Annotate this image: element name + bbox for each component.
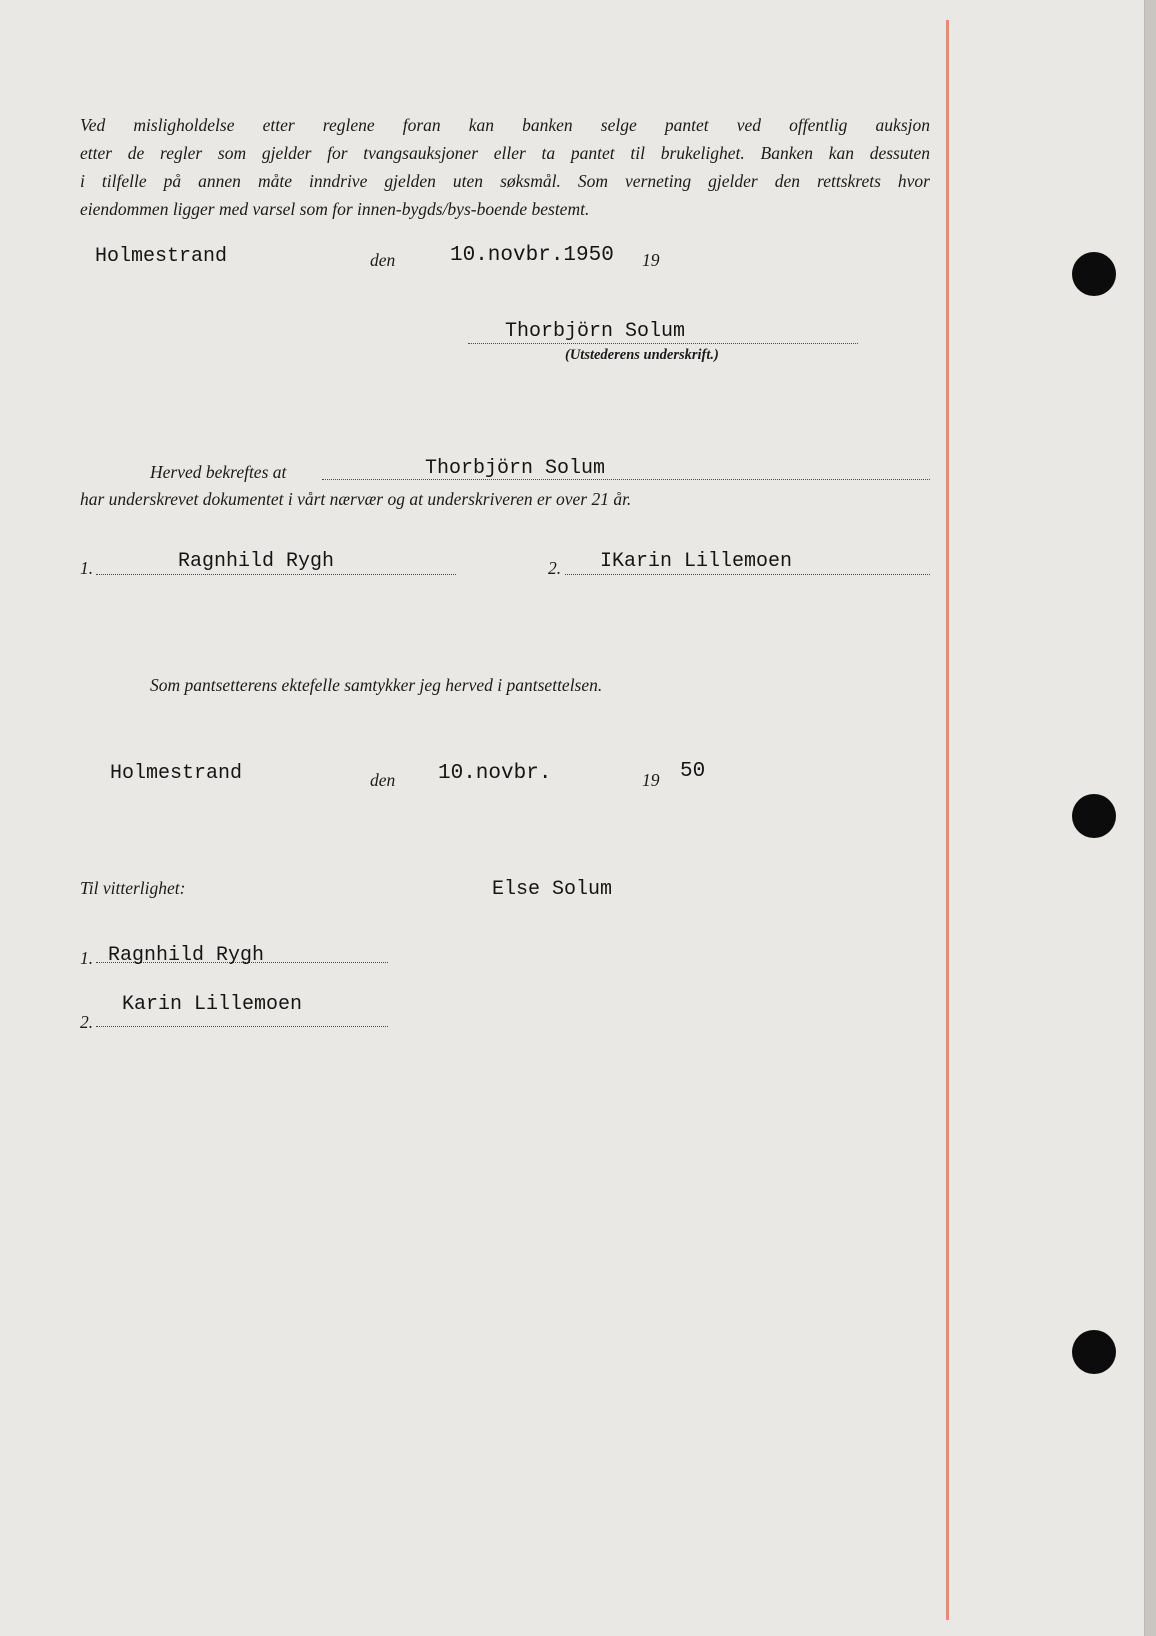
issuer-place: Holmestrand [95, 245, 228, 268]
terms-line: etter de regler som gjelder for tvangsauksjoner eller ta pantet til brukelighet. Banken kan dessuten [80, 143, 930, 163]
spouse-place: Holmestrand [110, 762, 243, 785]
confirmation-dotted-line [322, 479, 930, 480]
terms-line: eiendommen ligger med varsel som for innen-bygds/bys-boende bestemt. [80, 199, 590, 219]
signature-dotted-line [468, 343, 858, 344]
spouse-witness-number-1: 1. [80, 948, 94, 968]
spouse-year-prefix: 19 [642, 770, 660, 790]
spouse-witness-dotted-line-2 [96, 1026, 388, 1027]
confirmation-label: Herved bekreftes at [150, 462, 287, 482]
punch-hole-top [1072, 252, 1116, 296]
confirmation-text: har underskrevet dokumentet i vårt nærvær og at underskriveren er over 21 år. [80, 489, 632, 509]
witness-number-1: 1. [80, 558, 94, 578]
terms-line: i tilfelle på annen måte inndrive gjelden uten søksmål. Som verneting gjelder den rettskrets hvor [80, 171, 930, 191]
confirmation-name: Thorbjörn Solum [425, 457, 606, 480]
witness-number-2: 2. [548, 558, 562, 578]
issuer-date: 10.novbr.1950 [450, 244, 614, 267]
spouse-witness-number-2: 2. [80, 1012, 94, 1032]
spouse-witness-name-1: Ragnhild Rygh [108, 944, 265, 967]
witness-dotted-line-1 [96, 574, 456, 575]
punch-hole-bottom [1072, 1330, 1116, 1374]
signature-caption: (Utstederens underskrift.) [565, 347, 719, 363]
witness-name-1: Ragnhild Rygh [178, 550, 335, 573]
issuer-year-prefix: 19 [642, 250, 660, 270]
spouse-date: 10.novbr. [438, 762, 552, 785]
witness-name-2: IKarin Lillemoen [600, 550, 793, 573]
spouse-witness-name-2: Karin Lillemoen [122, 993, 303, 1016]
spouse-consent-text: Som pantsetterens ektefelle samtykker jeg herved i pantsettelsen. [150, 675, 603, 695]
terms-line: Ved misligholdelse etter reglene foran kan banken selge pantet ved offentlig auksjon [80, 115, 930, 135]
issuer-signature: Thorbjörn Solum [505, 320, 686, 343]
spouse-signature: Else Solum [492, 878, 613, 901]
issuer-den-label: den [370, 250, 396, 270]
punch-hole-middle [1072, 794, 1116, 838]
terms-paragraph [80, 111, 930, 223]
spouse-den-label: den [370, 770, 396, 790]
witness-label: Til vitterlighet: [80, 878, 186, 898]
bleed-through-mark [420, 218, 434, 276]
spouse-year-suffix: 50 [680, 760, 706, 783]
witness-dotted-line-2 [565, 574, 930, 575]
red-margin-line [946, 20, 949, 1620]
